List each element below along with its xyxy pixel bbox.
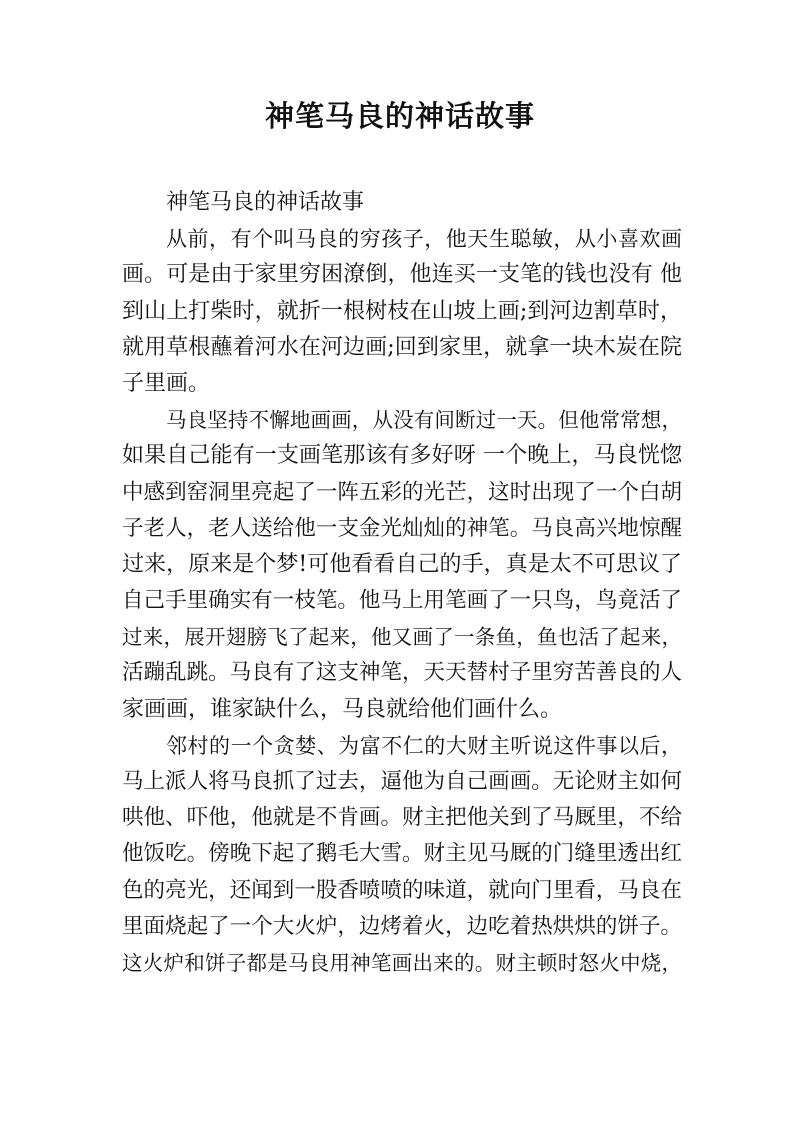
text-line: 马上派人将马良抓了过去，逼他为自己画画。无论财主如何: [122, 769, 682, 794]
text-line: 里面烧起了一个大火炉，边烤着火，边吃着热烘烘的饼子。: [122, 913, 682, 939]
text-line: 邻村的一个贪婪、为富不仁的大财主听说这件事以后，: [166, 733, 682, 758]
text-line: 就用草根蘸着河水在河边画;回到家里，就拿一块木炭在院: [122, 334, 682, 360]
text-line: 过来，原来是个梦!可他看看自己的手，真是太不可思议了: [122, 551, 682, 577]
text-line: 这火炉和饼子都是马良用神笔画出来的。财主顿时怒火中烧，: [122, 950, 682, 975]
text-line: 子里画。: [122, 370, 211, 396]
text-line: 家画画，谁家缺什么，马良就给他们画什么。: [122, 696, 563, 722]
text-line: 色的亮光，还闻到一股香喷喷的味道，就向门里看，马良在: [122, 877, 682, 903]
text-line: 自己手里确实有一枝笔。他马上用笔画了一只鸟，鸟竟活了: [122, 588, 682, 614]
text-line: 哄他、吓他，他就是不肯画。财主把他关到了马厩里，不给: [122, 805, 682, 831]
text-line: 他饭吃。傍晚下起了鹅毛大雪。财主见马厩的门缝里透出红: [122, 841, 682, 867]
text-line: 中感到窑洞里亮起了一阵五彩的光芒，这时出现了一个白胡: [122, 479, 682, 505]
text-line: 神笔马良的神话故事: [166, 190, 365, 215]
text-line: 过来，展开翅膀飞了起来，他又画了一条鱼，鱼也活了起来，: [122, 625, 682, 650]
text-line: 如果自己能有一支画笔那该有多好呀 一个晚上，马良恍惚: [122, 443, 682, 469]
text-line: 画。可是由于家里穷困潦倒，他连买一支笔的钱也没有 他: [122, 262, 682, 288]
text-line: 从前，有个叫马良的穷孩子，他天生聪敏，从小喜欢画: [166, 227, 682, 252]
text-line: 马良坚持不懈地画画，从没有间断过一天。但他常常想，: [166, 408, 682, 433]
text-line: 到山上打柴时，就折一根树枝在山坡上画;到河边割草时，: [122, 298, 682, 324]
document-body: [122, 185, 682, 981]
document-title: 神笔马良的神话故事: [264, 99, 535, 133]
text-line: 子老人，老人送给他一支金光灿灿的神笔。马良高兴地惊醒: [122, 515, 682, 541]
text-line: 活蹦乱跳。马良有了这支神笔，天天替村子里穷苦善良的人: [122, 660, 682, 686]
